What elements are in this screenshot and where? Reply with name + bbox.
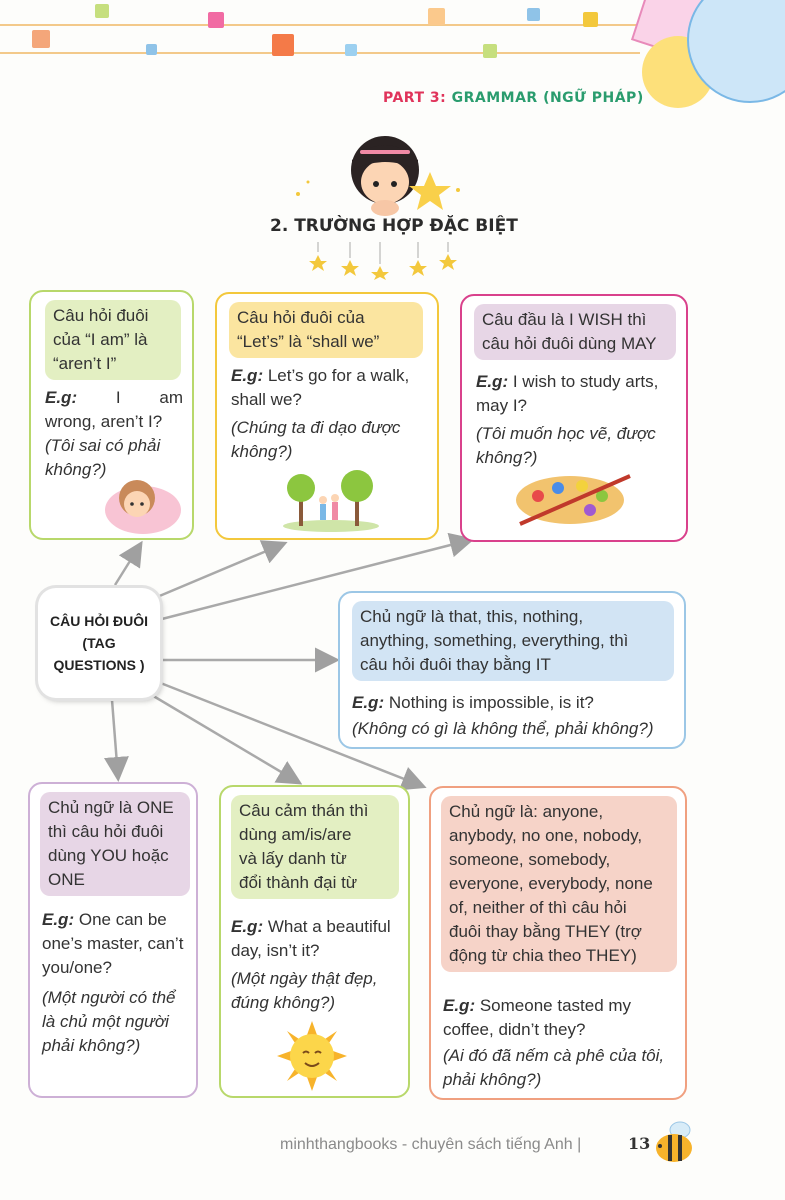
rule-highlight <box>352 601 674 681</box>
translation-line: đúng không?) <box>231 993 335 1012</box>
translation-line: (Tôi sai có phải <box>45 436 161 455</box>
bee-icon <box>650 1120 700 1166</box>
rule-line: động từ chia theo THEY) <box>449 946 637 965</box>
rule-line: đuôi thay bằng THEY (trợ <box>449 922 642 941</box>
example-line: I wish to study arts, <box>512 372 659 391</box>
translation-line: (Ai đó đã nếm cà phê của tôi, <box>443 1046 665 1065</box>
translation-line: phải không?) <box>443 1070 542 1089</box>
rule-line: thì câu hỏi đuôi <box>48 822 164 841</box>
translation-line: (Chúng ta đi dạo được <box>231 418 401 437</box>
rule-line: Chủ ngữ là that, this, nothing, <box>360 607 584 626</box>
rule-line: Câu đầu là I WISH thì <box>482 310 647 329</box>
card-anyone <box>429 786 687 1100</box>
translation-line: không?) <box>45 460 107 479</box>
rule-highlight <box>40 792 190 896</box>
rule-line: “aren’t I” <box>53 354 117 373</box>
translation-line: là chủ một người <box>42 1012 169 1031</box>
rule-line: “Let’s” là “shall we” <box>237 332 380 351</box>
translation-line: (Một người có thể <box>42 988 176 1007</box>
card-one <box>28 782 198 1098</box>
example-line: Someone tasted my <box>479 996 632 1015</box>
example-line: One can be <box>78 910 167 929</box>
rule-line: dùng YOU hoặc <box>48 846 169 865</box>
people-walking-trees-illustration <box>281 470 381 532</box>
rule-highlight <box>474 304 676 360</box>
center-line: (TAG <box>82 635 116 651</box>
card-lets <box>215 292 439 540</box>
example-text <box>476 370 686 418</box>
translation-text <box>352 717 682 741</box>
part-label: PART 3: <box>383 90 447 106</box>
example-text <box>42 908 192 980</box>
translation-text <box>231 967 407 1015</box>
rule-line: và lấy danh từ <box>239 849 347 868</box>
translation-text <box>231 416 431 464</box>
example-text <box>443 994 683 1042</box>
example-text <box>231 915 407 963</box>
translation-text <box>42 986 194 1058</box>
worried-girl-illustration <box>101 472 181 534</box>
rule-line: câu hỏi đuôi thay bằng IT <box>360 655 551 674</box>
eg-label: E.g: <box>476 372 509 391</box>
rule-line: Chủ ngữ là: anyone, <box>449 802 604 821</box>
example-line: shall we? <box>231 390 302 409</box>
example-word: I <box>115 388 121 407</box>
rule-line: everyone, everybody, none <box>449 874 653 893</box>
translation-line: phải không?) <box>42 1036 141 1055</box>
section-title: 2. TRƯỜNG HỢP ĐẶC BIỆT <box>270 216 518 236</box>
rule-line: Câu hỏi đuôi <box>53 306 149 325</box>
footer-brand: minhthangbooks - chuyên sách tiếng Anh | <box>280 1136 582 1153</box>
rule-line: Chủ ngữ là ONE <box>48 798 174 817</box>
rule-highlight <box>231 795 399 899</box>
translation-text <box>443 1044 687 1092</box>
example-word: am <box>159 388 183 407</box>
page-number: 13 <box>628 1134 651 1153</box>
central-node-tag-questions <box>38 588 160 698</box>
example-text <box>45 386 183 434</box>
translation-text <box>476 422 690 470</box>
example-line: What a beautiful <box>267 917 391 936</box>
center-line: QUESTIONS ) <box>53 657 145 673</box>
example-line: may I? <box>476 396 528 415</box>
eg-label: E.g: <box>352 693 385 712</box>
translation-line: không?) <box>476 448 538 467</box>
card-i-am <box>29 290 194 540</box>
example-line: Let’s go for a walk, <box>267 366 410 385</box>
example-text <box>231 364 431 412</box>
card-wish <box>460 294 688 542</box>
translation-line: (Tôi muốn học vẽ, được <box>476 424 656 443</box>
rule-line: Câu cảm thán thì <box>239 801 369 820</box>
eg-label: E.g: <box>45 388 78 407</box>
eg-label: E.g: <box>231 917 264 936</box>
center-line: CÂU HỎI ĐUÔI <box>50 613 148 629</box>
rule-highlight <box>45 300 181 380</box>
translation-line: không?) <box>231 442 293 461</box>
paint-palette-illustration <box>510 468 640 530</box>
example-line: day, isn’t it? <box>231 941 320 960</box>
eg-label: E.g: <box>42 910 75 929</box>
eg-label: E.g: <box>443 996 476 1015</box>
card-that-this <box>338 591 686 749</box>
rule-line: câu hỏi đuôi dùng MAY <box>482 334 657 353</box>
rule-line: of, neither of thì câu hỏi <box>449 898 627 917</box>
example-text <box>352 691 682 715</box>
example-line: wrong, aren’t I? <box>45 412 163 431</box>
card-exclamation <box>219 785 410 1098</box>
rule-highlight <box>441 796 677 972</box>
rule-line: ONE <box>48 870 85 889</box>
example-line: one’s master, can’t <box>42 934 184 953</box>
rule-line: anybody, no one, nobody, <box>449 826 643 845</box>
smiling-sun-illustration <box>277 1021 347 1091</box>
rule-line: đổi thành đại từ <box>239 873 358 892</box>
example-line: you/one? <box>42 958 112 977</box>
example-line: coffee, didn’t they? <box>443 1020 586 1039</box>
rule-line: dùng am/is/are <box>239 825 352 844</box>
part-title: GRAMMAR (NGỮ PHÁP) <box>451 90 644 106</box>
rule-line: của “I am” là <box>53 330 148 349</box>
example-line: Nothing is impossible, is it? <box>388 693 594 712</box>
rule-line: someone, somebody, <box>449 850 611 869</box>
translation-line: (Một ngày thật đẹp, <box>231 969 378 988</box>
eg-label: E.g: <box>231 366 264 385</box>
rule-line: anything, something, everything, thì <box>360 631 629 650</box>
translation-line: (Không có gì là không thể, phải không?) <box>352 719 654 738</box>
rule-line: Câu hỏi đuôi của <box>237 308 365 327</box>
rule-highlight <box>229 302 423 358</box>
